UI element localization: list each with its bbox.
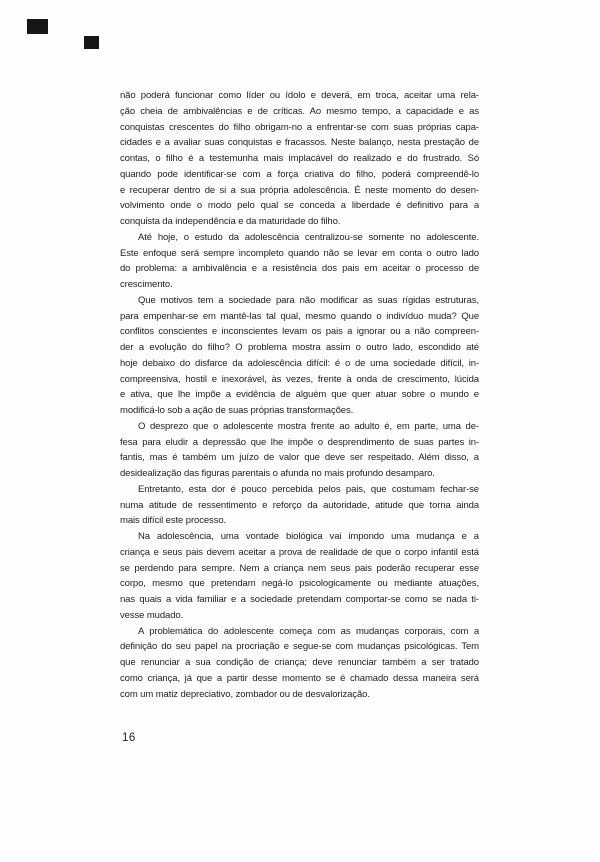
text-line: conflitos conscientes e inconscientes levam os pais a ignorar ou a não compreen- [120, 326, 479, 338]
text-line: Até hoje, o estudo da adolescência centralizou-se somente no adolescente. [138, 231, 479, 243]
text-line: do problema: a ambivalência e a resistência dos pais em aceitar o processo de [120, 263, 479, 275]
text-line: criança e seus pais devem aceitar a prova de realidade de que o corpo infantil está [120, 546, 479, 558]
text-line: Na adolescência, uma vontade biológica vai impondo uma mudança e a [138, 531, 479, 542]
text-line: Que motivos tem a sociedade para não modificar as suas rígidas estruturas, [138, 294, 479, 306]
text-line: se perdendo para sempre. Nem a criança nem seus pais poderão recuperar esse [120, 562, 479, 574]
scan-artifact-mark [84, 36, 99, 49]
text-line: fantis, mas é também um juízo de valor que deve ser respeitado. Além disso, a [120, 452, 479, 464]
text-line: mais difícil este processo. [120, 515, 227, 527]
text-line: crescimento. [120, 279, 173, 290]
text-line: e ativa, que lhe impõe a evidência de alguém que quer atuar sobre o mundo e [120, 389, 479, 401]
body-text [120, 88, 479, 702]
text-line: e recuperar dentro de si a sua própria adolescência. É neste momento do desen- [120, 184, 479, 196]
page-number: 16 [122, 732, 136, 744]
text-line: compreensiva, hostil e inexorável, às vezes, frente à onda de crescimento, lúcida [120, 373, 479, 385]
text-line: definição do seu papel na procriação e segue-se com mudanças psicológicas. Tem [120, 641, 479, 653]
text-line: vesse mudado. [120, 609, 184, 621]
text-line: contas, o filho é a testemunha mais implacável do realizado e do frustrado. Só [120, 153, 479, 164]
text-line: Entretanto, esta dor é pouco percebida pelos pais, que costumam fechar-se [138, 483, 479, 495]
text-line: desidealização das figuras parentais o afunda no mais profundo desamparo. [120, 468, 435, 479]
text-line: como criança, já que a partir desse momento se é chamado dessa maneira será [120, 672, 479, 684]
text-line: conquistas crescentes do filho obrigam-no a enfrentar-se com suas próprias capa- [120, 121, 479, 133]
text-line: numa atitude de ressentimento e reforço da autoridade, atitude que torna ainda [120, 499, 479, 511]
text-line: corpo, mesmo que pretendam negá-lo psicologicamente ou mediante atuações, [120, 578, 479, 590]
text-line: para empenhar-se em mantê-las tal qual, mesmo quando o indivíduo muda? Que [120, 310, 479, 322]
text-line: A problemática do adolescente começa com as mudanças corporais, com a [138, 625, 479, 637]
text-line: com um matiz depreciativo, zombador ou de desvalorização. [120, 688, 370, 700]
text-line: nas quais a vida familiar e a sociedade pretendam comportar-se como se nada ti- [120, 594, 479, 605]
text-line: O desprezo que o adolescente mostra frente ao adulto é, em parte, uma de- [138, 420, 479, 432]
text-line: não poderá funcionar como líder ou ídolo e deverá, em troca, aceitar uma rela- [120, 90, 479, 101]
text-line: Este enfoque será sempre incompleto quando não se levar em conta o outro lado [120, 247, 479, 259]
text-line: volvimento onde o modo pelo qual se conceda a liberdade é definitivo para a [120, 200, 479, 212]
scan-artifact-mark [27, 19, 48, 34]
text-line: hoje debaixo do disfarce da adolescência difícil: é o de uma sociedade difícil, in- [120, 357, 479, 369]
text-line: der a evolução do filho? O problema mostra assim o outro lado, escondido até [120, 342, 479, 353]
text-line: que renunciar a sua condição de criança; deve renunciar também a ser tratado [120, 657, 479, 668]
text-line: ção cheia de ambivalências e de críticas. Ao mesmo tempo, a capacidade e as [120, 105, 479, 117]
text-line: cidades e a avaliar suas conquistas e fracassos. Neste balanço, nesta prestação de [120, 137, 479, 149]
text-line: conquista da independência e da maturidade do filho. [120, 216, 341, 227]
text-line: fesa para eludir a depressão que lhe impõe o desprendimento de suas partes in- [120, 436, 479, 448]
text-line: modificá-lo sob a ação de suas próprias transformações. [120, 405, 354, 416]
text-line: quando pode identificar-se com a força criativa do filho, poderá compreendê-lo [120, 168, 479, 180]
